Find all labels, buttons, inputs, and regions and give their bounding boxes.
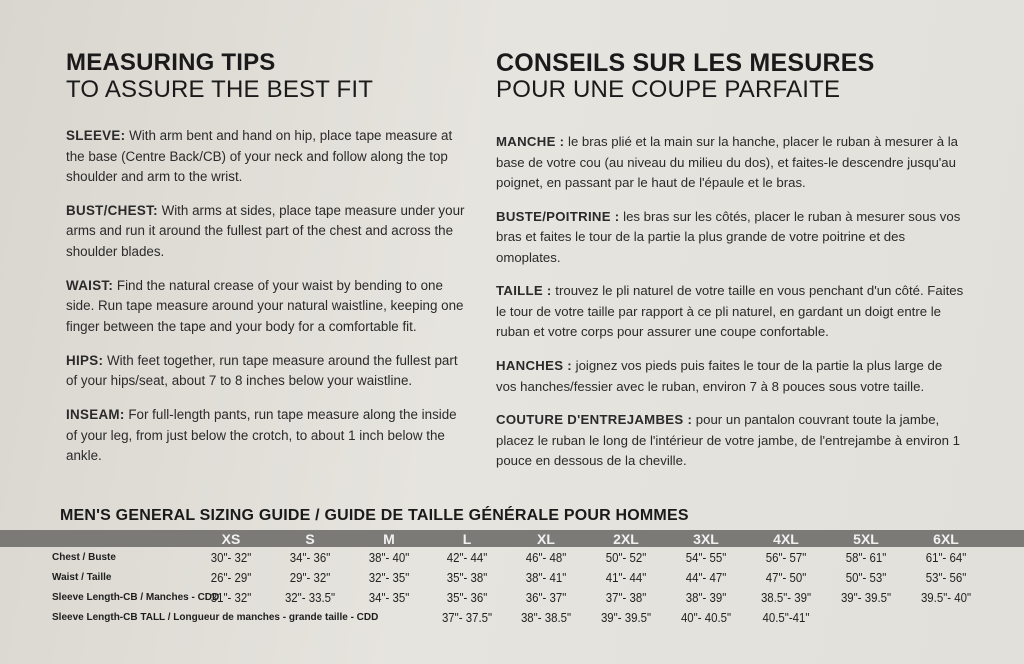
tip-hips <box>66 351 466 392</box>
row-label: Chest / Buste <box>52 551 116 563</box>
sizing-table <box>0 530 1024 627</box>
tip-text: pour un pantalon couvrant toute la jambe, placez le ruban le long de l'intérieur de votre jambe, de l'entrejambe à environ 1 pouce en dessous de la cheville. <box>496 412 960 469</box>
table-row <box>0 607 1024 627</box>
table-cell <box>911 607 981 627</box>
table-cell <box>197 607 266 627</box>
tip-inseam <box>66 405 466 467</box>
row-label: Waist / Taille <box>52 571 112 583</box>
table-cell-blank <box>991 567 1024 587</box>
tip-label: COUTURE D'ENTREJAMBES : <box>496 412 693 428</box>
table-cell: 50"- 53" <box>845 569 887 585</box>
table-cell: 31"- 32" <box>210 589 252 605</box>
table-cell: 46"- 48" <box>525 549 567 565</box>
size-header: S <box>270 530 350 547</box>
table-cell: 50"- 52" <box>605 549 647 565</box>
row-label: Sleeve Length-CB / Manches - CDD <box>52 591 220 603</box>
english-tips <box>66 126 466 467</box>
table-cell: 32"- 33.5" <box>284 589 336 605</box>
header-blank <box>986 530 1024 547</box>
size-header: M <box>350 530 428 547</box>
size-header: 6XL <box>906 530 986 547</box>
size-header: 3XL <box>666 530 746 547</box>
table-cell: 39"- 39.5" <box>840 589 892 605</box>
table-cell <box>275 607 345 627</box>
table-row <box>0 587 1024 607</box>
tip-label: HANCHES : <box>496 358 572 374</box>
table-cell: 58"- 61" <box>845 549 887 565</box>
tip-taille <box>496 281 966 343</box>
french-subtitle: POUR UNE COUPE PARFAITE <box>496 76 841 103</box>
tip-label: MANCHE : <box>496 134 565 149</box>
table-cell-blank <box>991 547 1024 567</box>
table-cell: 44"- 47" <box>685 569 727 585</box>
table-cell-blank <box>991 587 1024 607</box>
tip-sleeve <box>66 126 466 188</box>
header-blank <box>0 530 192 547</box>
table-cell: 38"- 39" <box>685 589 727 605</box>
size-header: XS <box>192 530 270 547</box>
table-cell: 35"- 38" <box>446 569 488 585</box>
table-cell <box>355 607 424 627</box>
table-cell: 37"- 37.5" <box>441 609 493 625</box>
tip-buste <box>496 207 966 269</box>
table-cell: 38"- 41" <box>525 569 567 585</box>
tip-label: BUST/CHEST: <box>66 202 158 218</box>
tip-label: WAIST: <box>66 277 114 293</box>
table-cell: 56"- 57" <box>765 549 807 565</box>
table-cell: 41"- 44" <box>605 569 647 585</box>
tip-label: BUSTE/POITRINE : <box>496 208 620 224</box>
table-cell: 39.5"- 40" <box>920 589 972 605</box>
table-cell: 42"- 44" <box>446 549 488 565</box>
table-row <box>0 567 1024 587</box>
size-header-row <box>0 530 1024 547</box>
tip-text: With feet together, run tape measure around the fullest part of your hips/seat, about 7 to 8 inches below your waistline. <box>66 352 458 389</box>
tip-hanches <box>496 356 966 397</box>
size-header: 5XL <box>826 530 906 547</box>
french-section <box>496 50 966 479</box>
tip-label: SLEEVE: <box>66 128 126 143</box>
tip-label: INSEAM: <box>66 407 125 423</box>
table-cell <box>831 607 901 627</box>
english-title: MEASURING TIPS <box>66 49 276 76</box>
table-cell: 61"- 64" <box>925 549 967 565</box>
table-cell: 35"- 36" <box>446 589 488 605</box>
table-cell: 38"- 40" <box>368 549 410 565</box>
tip-text: les bras sur les côtés, placer le ruban à mesurer sous vos bras et faites le tour de la partie la plus grande de votre poitrine et des omoplates. <box>496 208 961 265</box>
table-row <box>0 547 1024 567</box>
tip-manche <box>496 132 966 194</box>
table-cell: 29"- 32" <box>289 569 331 585</box>
table-cell: 47"- 50" <box>765 569 807 585</box>
table-cell: 34"- 36" <box>289 549 331 565</box>
table-cell: 40"- 40.5" <box>680 609 732 625</box>
tip-entrejambes <box>496 410 966 472</box>
tip-text: For full-length pants, run tape measure along the inside of your leg, from just below the crotch, to about 1 inch below the ankle. <box>66 407 457 464</box>
size-header: L <box>428 530 506 547</box>
table-cell: 39"- 39.5" <box>600 609 652 625</box>
table-cell: 53"- 56" <box>925 569 967 585</box>
tip-chest <box>66 201 466 263</box>
tip-text: le bras plié et la main sur la hanche, placer le ruban à mesurer à la base de votre cou (au niveau du milieu du dos), et faites-le descendre jusqu'au poignet, en passant par le haut de l'épaule et le bras. <box>496 134 958 190</box>
table-cell: 37"- 38" <box>605 589 647 605</box>
french-title: CONSEILS SUR LES MESURES <box>496 49 875 77</box>
table-cell-blank <box>991 607 1024 627</box>
tip-text: With arm bent and hand on hip, place tape measure at the base (Centre Back/CB) of your neck and follow along the top shoulder and arm to the wrist. <box>66 128 453 184</box>
table-cell: 34"- 35" <box>368 589 410 605</box>
table-cell: 32"- 35" <box>368 569 410 585</box>
table-cell: 26"- 29" <box>210 569 252 585</box>
size-header: XL <box>506 530 586 547</box>
tip-text: With arms at sides, place tape measure under your arms and run it around the fullest part of the chest and across the shoulder blades. <box>66 202 465 259</box>
table-cell: 40.5"-41" <box>762 609 810 625</box>
table-cell: 38.5"- 39" <box>760 589 812 605</box>
size-header: 2XL <box>586 530 666 547</box>
sizing-guide-title: MEN'S GENERAL SIZING GUIDE / GUIDE DE TAILLE GÉNÉRALE POUR HOMMES <box>60 507 689 524</box>
row-label: Sleeve Length-CB TALL / Longueur de manches - grande taille - CDD <box>52 611 379 623</box>
french-tips <box>496 132 966 472</box>
tip-label: TAILLE : <box>496 283 552 299</box>
tip-waist <box>66 276 466 338</box>
tip-label: HIPS: <box>66 352 104 368</box>
table-cell: 38"- 38.5" <box>520 609 572 625</box>
tip-text: trouvez le pli naturel de votre taille en vous penchant d'un côté. Faites le tour de votre taille par rapport à ce pli naturel, en gardant un doigt entre le ruban et votre corps pour assurer une coupe confortable. <box>496 283 964 340</box>
size-header: 4XL <box>746 530 826 547</box>
table-cell: 36"- 37" <box>525 589 567 605</box>
tip-text: joignez vos pieds puis faites le tour de la partie la plus large de vos hanches/fessier avec le ruban, environ 7 à 8 pouces sous votre taille. <box>496 358 943 394</box>
english-section <box>66 50 466 475</box>
tip-text: Find the natural crease of your waist by bending to one side. Run tape measure around your natural waistline, keeping one finger between the tape and your body for a comfortable fit. <box>66 277 464 334</box>
table-cell: 54"- 55" <box>685 549 727 565</box>
table-cell: 30"- 32" <box>210 549 252 565</box>
english-subtitle: TO ASSURE THE BEST FIT <box>66 76 374 103</box>
